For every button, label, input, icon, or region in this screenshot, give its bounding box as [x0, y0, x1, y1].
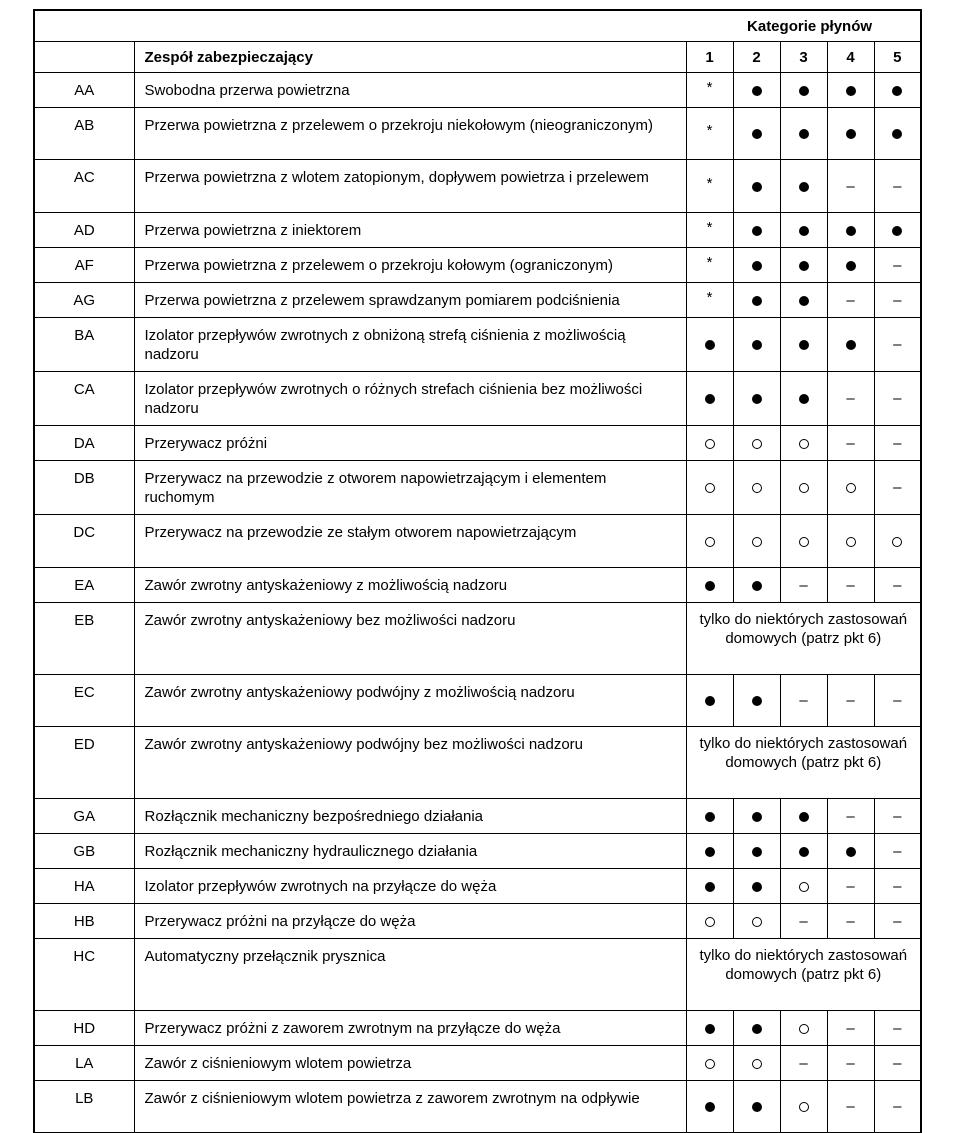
column-header-row [34, 42, 921, 73]
category-1-cell [686, 248, 733, 283]
open-circle-mark [752, 1055, 762, 1072]
category-header-2: 2 [733, 42, 780, 73]
filled-circle-mark [846, 336, 856, 353]
unit-name: Przerywacz na przewodzie ze stałym otworem napowietrzającym [134, 515, 686, 568]
table-row [34, 799, 921, 834]
unit-name: Przerwa powietrzna z przelewem o przekroju niekołowym (nieograniczonym) [134, 108, 686, 160]
table-row [34, 834, 921, 869]
dash-mark [799, 913, 807, 930]
filled-circle-mark [846, 222, 856, 239]
category-1-cell [686, 515, 733, 568]
dash-mark [893, 336, 901, 353]
category-5-cell [874, 318, 921, 372]
dash-mark [846, 808, 854, 825]
category-1-cell [686, 675, 733, 727]
category-3-cell [780, 108, 827, 160]
category-3-cell [780, 1081, 827, 1133]
open-circle-mark [799, 1020, 809, 1037]
category-4-cell [827, 461, 874, 515]
category-1-cell [686, 461, 733, 515]
unit-name: Zawór zwrotny antyskażeniowy bez możliwości nadzoru [134, 603, 686, 675]
category-3-cell [780, 904, 827, 939]
unit-name: Izolator przepływów zwrotnych z obniżoną strefą ciśnienia z możliwością nadzoru [134, 318, 686, 372]
category-4-cell [827, 1011, 874, 1046]
dash-mark [846, 1055, 854, 1072]
dash-mark [846, 1098, 854, 1115]
table-title-row [34, 10, 921, 42]
filled-circle-mark [705, 390, 715, 407]
filled-circle-mark [799, 292, 809, 309]
dash-mark [893, 913, 901, 930]
filled-circle-mark [799, 82, 809, 99]
table-row [34, 108, 921, 160]
category-3-cell [780, 675, 827, 727]
dash-mark [799, 1055, 807, 1072]
category-5-cell [874, 675, 921, 727]
filled-circle-mark [892, 82, 902, 99]
category-4-cell [827, 904, 874, 939]
table-row [34, 160, 921, 213]
category-1-cell [686, 1046, 733, 1081]
unit-name: Zawór zwrotny antyskażeniowy podwójny bez możliwości nadzoru [134, 727, 686, 799]
unit-code: DB [34, 461, 134, 515]
table-row [34, 939, 921, 1011]
filled-circle-mark [705, 1098, 715, 1115]
category-4-cell [827, 108, 874, 160]
category-3-cell [780, 248, 827, 283]
open-circle-mark [705, 913, 715, 930]
dash-mark [846, 692, 854, 709]
unit-code: EC [34, 675, 134, 727]
category-2-cell [733, 515, 780, 568]
unit-name: Przerywacz próżni [134, 426, 686, 461]
category-4-cell [827, 675, 874, 727]
filled-circle-mark [752, 878, 762, 895]
filled-circle-mark [799, 336, 809, 353]
dash-mark [893, 435, 901, 452]
dash-mark [846, 178, 854, 195]
asterisk-mark [707, 79, 713, 96]
table-row [34, 248, 921, 283]
category-3-cell [780, 73, 827, 108]
unit-code: ED [34, 727, 134, 799]
category-header-1: 1 [686, 42, 733, 73]
asterisk-mark [707, 122, 713, 139]
filled-circle-mark [752, 1020, 762, 1037]
category-1-cell [686, 904, 733, 939]
table-row [34, 1046, 921, 1081]
asterisk-mark [707, 254, 713, 271]
category-3-cell [780, 160, 827, 213]
unit-name: Przerwa powietrzna z iniektorem [134, 213, 686, 248]
dash-mark [893, 390, 901, 407]
table-row [34, 213, 921, 248]
filled-circle-mark [752, 390, 762, 407]
category-1-cell [686, 213, 733, 248]
category-4-cell [827, 160, 874, 213]
unit-code: HB [34, 904, 134, 939]
table-row [34, 727, 921, 799]
category-1-cell [686, 1011, 733, 1046]
unit-name: Izolator przepływów zwrotnych o różnych strefach ciśnienia bez możliwości nadzoru [134, 372, 686, 426]
filled-circle-mark [846, 82, 856, 99]
open-circle-mark [799, 533, 809, 550]
category-2-cell [733, 869, 780, 904]
unit-name: Rozłącznik mechaniczny hydraulicznego działania [134, 834, 686, 869]
open-circle-mark [705, 533, 715, 550]
unit-name: Zawór z ciśnieniowym wlotem powietrza [134, 1046, 686, 1081]
category-5-cell [874, 108, 921, 160]
filled-circle-mark [752, 222, 762, 239]
category-2-cell [733, 213, 780, 248]
unit-code: LB [34, 1081, 134, 1133]
dash-mark [846, 1020, 854, 1037]
dash-mark [846, 878, 854, 895]
domestic-use-note: tylko do niektórych zastosowań domowych (patrz pkt 6) [686, 727, 921, 799]
open-circle-mark [752, 435, 762, 452]
category-3-cell [780, 1046, 827, 1081]
category-4-cell [827, 1046, 874, 1081]
category-header-4: 4 [827, 42, 874, 73]
dash-mark [893, 292, 901, 309]
table-row [34, 869, 921, 904]
category-2-cell [733, 160, 780, 213]
category-2-cell [733, 108, 780, 160]
domestic-use-note: tylko do niektórych zastosowań domowych (patrz pkt 6) [686, 939, 921, 1011]
category-4-cell [827, 568, 874, 603]
unit-code: DC [34, 515, 134, 568]
asterisk-mark [707, 175, 713, 192]
table-row [34, 73, 921, 108]
dash-mark [846, 577, 854, 594]
category-1-cell [686, 160, 733, 213]
category-3-cell [780, 515, 827, 568]
open-circle-mark [705, 435, 715, 452]
category-3-cell [780, 799, 827, 834]
open-circle-mark [752, 479, 762, 496]
table-row [34, 318, 921, 372]
category-5-cell [874, 904, 921, 939]
dash-mark [846, 390, 854, 407]
dash-mark [893, 692, 901, 709]
filled-circle-mark [892, 222, 902, 239]
category-2-cell [733, 834, 780, 869]
category-2-cell [733, 426, 780, 461]
filled-circle-mark [705, 1020, 715, 1037]
dash-mark [846, 913, 854, 930]
unit-code: EA [34, 568, 134, 603]
dash-mark [799, 577, 807, 594]
domestic-use-note: tylko do niektórych zastosowań domowych (patrz pkt 6) [686, 603, 921, 675]
filled-circle-mark [846, 125, 856, 142]
category-5-cell [874, 1081, 921, 1133]
table-row [34, 426, 921, 461]
category-3-cell [780, 568, 827, 603]
filled-circle-mark [752, 692, 762, 709]
dash-mark [893, 1055, 901, 1072]
filled-circle-mark [846, 843, 856, 860]
unit-code: GB [34, 834, 134, 869]
unit-code: AA [34, 73, 134, 108]
category-2-cell [733, 1011, 780, 1046]
table-row [34, 1081, 921, 1133]
unit-name: Przerywacz na przewodzie z otworem napowietrzającym i elementem ruchomym [134, 461, 686, 515]
category-1-cell [686, 1081, 733, 1133]
open-circle-mark [846, 533, 856, 550]
category-5-cell [874, 73, 921, 108]
category-1-cell [686, 799, 733, 834]
open-circle-mark [752, 913, 762, 930]
category-1-cell [686, 108, 733, 160]
category-header-5: 5 [874, 42, 921, 73]
category-4-cell [827, 799, 874, 834]
filled-circle-mark [799, 808, 809, 825]
unit-name: Zawór zwrotny antyskażeniowy z możliwością nadzoru [134, 568, 686, 603]
category-2-cell [733, 73, 780, 108]
dash-mark [893, 878, 901, 895]
category-2-cell [733, 283, 780, 318]
category-1-cell [686, 372, 733, 426]
category-5-cell [874, 283, 921, 318]
unit-code: DA [34, 426, 134, 461]
filled-circle-mark [799, 843, 809, 860]
filled-circle-mark [752, 808, 762, 825]
open-circle-mark [846, 479, 856, 496]
category-1-cell [686, 73, 733, 108]
category-4-cell [827, 213, 874, 248]
unit-name: Swobodna przerwa powietrzna [134, 73, 686, 108]
open-circle-mark [892, 533, 902, 550]
open-circle-mark [799, 1098, 809, 1115]
filled-circle-mark [752, 82, 762, 99]
category-4-cell [827, 248, 874, 283]
category-3-cell [780, 834, 827, 869]
category-3-cell [780, 426, 827, 461]
filled-circle-mark [752, 125, 762, 142]
filled-circle-mark [705, 843, 715, 860]
dash-mark [893, 1098, 901, 1115]
category-1-cell [686, 834, 733, 869]
dash-mark [893, 178, 901, 195]
category-5-cell [874, 160, 921, 213]
dash-mark [893, 577, 901, 594]
filled-circle-mark [799, 178, 809, 195]
category-3-cell [780, 461, 827, 515]
unit-code: HD [34, 1011, 134, 1046]
dash-mark [893, 257, 901, 274]
category-5-cell [874, 372, 921, 426]
category-1-cell [686, 568, 733, 603]
table-row [34, 372, 921, 426]
category-4-cell [827, 1081, 874, 1133]
unit-code: AF [34, 248, 134, 283]
unit-name: Przerywacz próżni z zaworem zwrotnym na przyłącze do węża [134, 1011, 686, 1046]
open-circle-mark [799, 435, 809, 452]
category-5-cell [874, 515, 921, 568]
filled-circle-mark [892, 125, 902, 142]
category-3-cell [780, 869, 827, 904]
filled-circle-mark [799, 222, 809, 239]
unit-code: AC [34, 160, 134, 213]
open-circle-mark [752, 533, 762, 550]
category-5-cell [874, 869, 921, 904]
open-circle-mark [705, 479, 715, 496]
unit-code: EB [34, 603, 134, 675]
asterisk-mark [707, 219, 713, 236]
category-4-cell [827, 426, 874, 461]
unit-name: Zawór zwrotny antyskażeniowy podwójny z możliwością nadzoru [134, 675, 686, 727]
filled-circle-mark [705, 692, 715, 709]
category-1-cell [686, 318, 733, 372]
category-4-cell [827, 834, 874, 869]
category-2-cell [733, 248, 780, 283]
category-5-cell [874, 426, 921, 461]
filled-circle-mark [752, 292, 762, 309]
category-4-cell [827, 73, 874, 108]
table-row [34, 904, 921, 939]
filled-circle-mark [752, 178, 762, 195]
table-row [34, 603, 921, 675]
filled-circle-mark [752, 843, 762, 860]
category-4-cell [827, 283, 874, 318]
unit-name: Przerwa powietrzna z wlotem zatopionym, dopływem powietrza i przelewem [134, 160, 686, 213]
unit-code: BA [34, 318, 134, 372]
category-3-cell [780, 283, 827, 318]
categories-title: Kategorie płynów [686, 10, 921, 42]
category-5-cell [874, 1046, 921, 1081]
category-2-cell [733, 799, 780, 834]
dash-mark [893, 843, 901, 860]
category-header-3: 3 [780, 42, 827, 73]
filled-circle-mark [705, 577, 715, 594]
category-3-cell [780, 372, 827, 426]
unit-code: CA [34, 372, 134, 426]
unit-name: Przerywacz próżni na przyłącze do węża [134, 904, 686, 939]
category-2-cell [733, 461, 780, 515]
category-2-cell [733, 568, 780, 603]
table-row [34, 568, 921, 603]
category-5-cell [874, 568, 921, 603]
open-circle-mark [705, 1055, 715, 1072]
filled-circle-mark [799, 125, 809, 142]
category-5-cell [874, 213, 921, 248]
unit-code: HA [34, 869, 134, 904]
open-circle-mark [799, 878, 809, 895]
category-5-cell [874, 1011, 921, 1046]
filled-circle-mark [752, 257, 762, 274]
category-1-cell [686, 869, 733, 904]
table-row [34, 675, 921, 727]
category-5-cell [874, 834, 921, 869]
filled-circle-mark [752, 336, 762, 353]
category-4-cell [827, 318, 874, 372]
category-3-cell [780, 1011, 827, 1046]
table-row [34, 461, 921, 515]
unit-name: Przerwa powietrzna z przelewem sprawdzanym pomiarem podciśnienia [134, 283, 686, 318]
category-2-cell [733, 1046, 780, 1081]
category-2-cell [733, 372, 780, 426]
category-1-cell [686, 426, 733, 461]
unit-code: GA [34, 799, 134, 834]
filled-circle-mark [752, 1098, 762, 1115]
dash-mark [893, 1020, 901, 1037]
filled-circle-mark [799, 390, 809, 407]
dash-mark [893, 479, 901, 496]
category-5-cell [874, 248, 921, 283]
category-2-cell [733, 318, 780, 372]
table-row [34, 1011, 921, 1046]
unit-name: Izolator przepływów zwrotnych na przyłącze do węża [134, 869, 686, 904]
filled-circle-mark [799, 257, 809, 274]
filled-circle-mark [846, 257, 856, 274]
category-1-cell [686, 283, 733, 318]
unit-name: Automatyczny przełącznik prysznica [134, 939, 686, 1011]
category-4-cell [827, 515, 874, 568]
filled-circle-mark [752, 577, 762, 594]
table-row [34, 515, 921, 568]
filled-circle-mark [705, 808, 715, 825]
category-3-cell [780, 318, 827, 372]
category-2-cell [733, 1081, 780, 1133]
filled-circle-mark [705, 878, 715, 895]
category-5-cell [874, 461, 921, 515]
table-row [34, 283, 921, 318]
fluid-category-table [33, 9, 922, 1133]
category-5-cell [874, 799, 921, 834]
unit-name: Przerwa powietrzna z przelewem o przekroju kołowym (ograniczonym) [134, 248, 686, 283]
unit-name: Rozłącznik mechaniczny bezpośredniego działania [134, 799, 686, 834]
unit-name: Zawór z ciśnieniowym wlotem powietrza z zaworem zwrotnym na odpływie [134, 1081, 686, 1133]
asterisk-mark [707, 289, 713, 306]
category-4-cell [827, 372, 874, 426]
category-2-cell [733, 904, 780, 939]
blank-header-cell [34, 10, 686, 42]
dash-mark [846, 292, 854, 309]
dash-mark [799, 692, 807, 709]
category-2-cell [733, 675, 780, 727]
category-4-cell [827, 869, 874, 904]
dash-mark [846, 435, 854, 452]
unit-code: LA [34, 1046, 134, 1081]
unit-code: AB [34, 108, 134, 160]
unit-code: HC [34, 939, 134, 1011]
unit-code: AG [34, 283, 134, 318]
dash-mark [893, 808, 901, 825]
code-column-header [34, 42, 134, 73]
unit-column-header: Zespół zabezpieczający [134, 42, 686, 73]
unit-code: AD [34, 213, 134, 248]
category-3-cell [780, 213, 827, 248]
filled-circle-mark [705, 336, 715, 353]
open-circle-mark [799, 479, 809, 496]
